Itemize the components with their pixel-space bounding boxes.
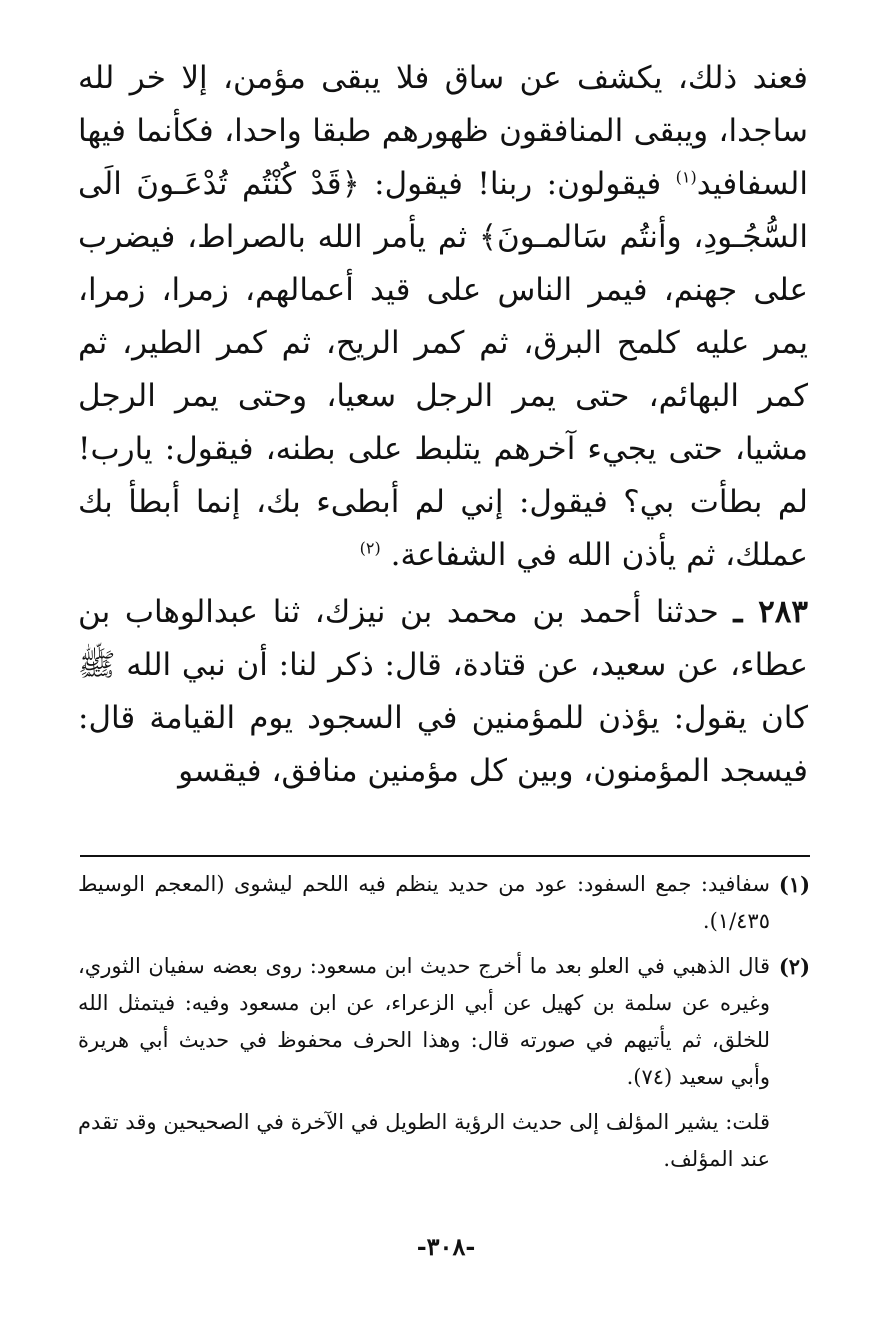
footnote-text-1: سفافيد: جمع السفود: عود من حديد ينظم فيه اللحم ليشوى (المعجم الوسيط ١/٤٣٥). bbox=[78, 872, 770, 933]
footnote-text-2: قال الذهبي في العلو بعد ما أخرج حديث ابن مسعود: روى بعضه سفيان الثوري، وغيره عن سلمة بن كهيل عن أبي الزعراء، عن ابن مسعود وفيه: فيتمثل الله للخلق، ثم يأتيهم في صورته قال: وهذا الحرف محفوظ في حديث أبي هريرة وأبي سعيد (٧٤). bbox=[78, 954, 770, 1089]
footnote-ref-2[interactable]: (٢) bbox=[359, 538, 381, 558]
continuation-text-after: فيقولون: ربنا! فيقول: ﴿قَدْ كُنْتُم تُدْعَـونَ الَى السُّجُـودِ، وأنتُم سَالمـونَ﴾ ثم يأمر الله بالصراط، فيضرب على جهنم، فيمر الناس على قيد أعمالهم، زمرا، زمرا، يمر عليه كلمح البرق، ثم كمر الريح، ثم كمر الطير، ثم كمر البهائم، حتى يمر الرجل سعيا، وحتى يمر الرجل مشيا، حتى يجيء آخرهم يتلبط على بطنه، فيقول: يارب! لم بطأت بي؟ فيقول: إني لم أبطىء بك، إنما أبطأ بك عملك، ثم يأذن الله في الشفاعة. bbox=[78, 166, 808, 573]
footnotes bbox=[78, 866, 810, 1178]
footnote-2 bbox=[78, 948, 810, 1096]
hadith-number: ٢٨٣ ـ bbox=[733, 594, 809, 630]
footnote-divider bbox=[80, 855, 810, 857]
footnote-1 bbox=[78, 866, 810, 940]
footnote-number-1: (١) bbox=[778, 872, 810, 897]
hadith-paragraph bbox=[78, 586, 808, 798]
continuation-text: فعند ذلك، يكشف عن ساق فلا يبقى مؤمن، إلا خر لله ساجدا، ويبقى المنافقون ظهورهم طبقا واحدا، فكأنما فيها السفافيد bbox=[78, 60, 808, 202]
hadith-text: حدثنا أحمد بن محمد بن نيزك، ثنا عبدالوهاب بن عطاء، عن سعيد، عن قتادة، قال: ذكر لنا: أن نبي الله ﷺ كان يقول: يؤذن للمؤمنين في السجود يوم القيامة قال: فيسجد المؤمنون، وبين كل مؤمنين منافق، فيقسو bbox=[78, 594, 808, 789]
main-text bbox=[78, 52, 808, 798]
continuation-paragraph bbox=[78, 52, 808, 582]
page-number: -٣٠٨- bbox=[416, 1232, 476, 1261]
footnote-number-2: (٢) bbox=[778, 954, 810, 979]
footnote-ref-1[interactable]: (١) bbox=[675, 167, 697, 187]
footnote-editor-note: قلت: يشير المؤلف إلى حديث الرؤية الطويل في الآخرة في الصحيحين وقد تقدم عند المؤلف. bbox=[78, 1110, 770, 1171]
